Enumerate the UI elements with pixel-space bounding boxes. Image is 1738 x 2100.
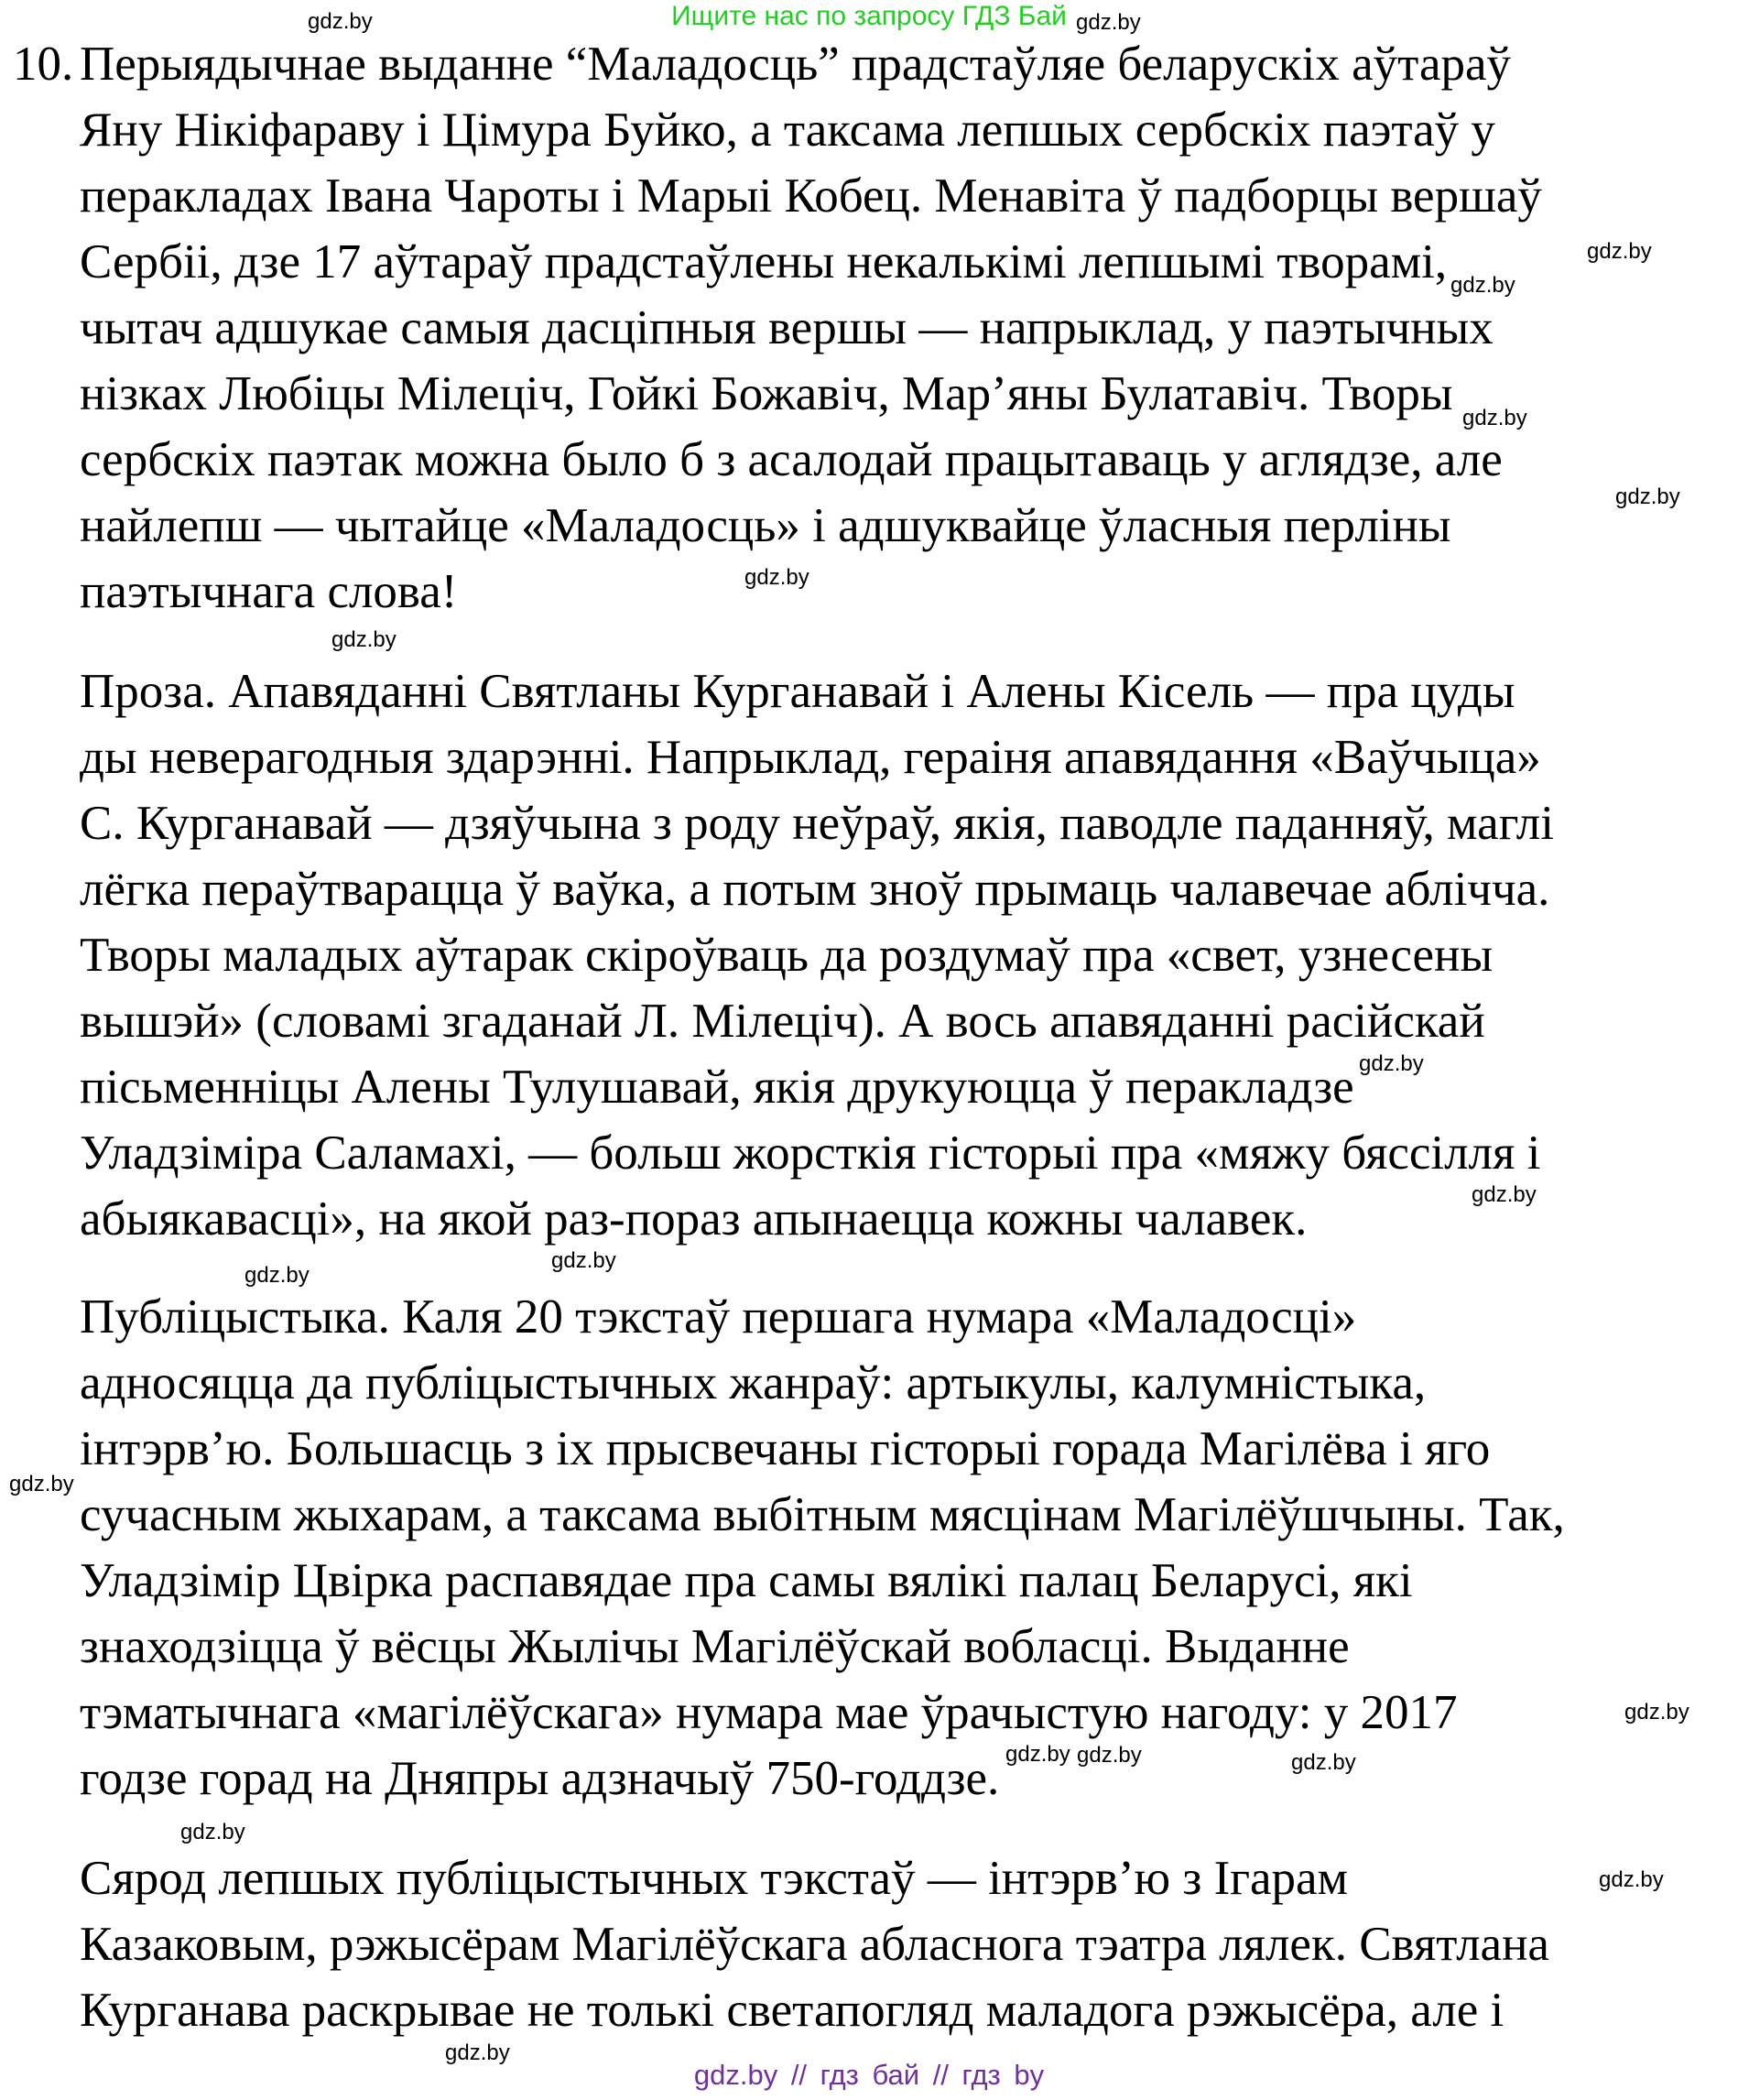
text-line: адносяцца да публіцыстычных жанраў: артыкулы, калумністыка, [80,1356,1427,1409]
footer-watermark: gdz.by // гдз бай // гдз by [693,2059,1045,2091]
gdz-watermark: gdz.by [1624,1700,1689,1725]
gdz-watermark: gdz.by [244,1263,310,1288]
text-line: ды неверагодныя здарэнні. Напрыклад, гераіня апавядання «Ваўчыца» [80,731,1541,784]
text-line: годзе горад на Дняпры адзначыў 750-годдзе. [80,1752,1000,1805]
gdz-watermark: gdz.by [1076,10,1141,35]
gdz-watermark: gdz.by [308,9,373,34]
gdz-watermark: gdz.by [1462,406,1527,430]
text-line: тэматычнага «магілёўскага» нумара мае ўрачыстую нагоду: у 2017 [80,1686,1458,1739]
text-line: сербскіх паэтак можна было б з асалодай працытаваць у аглядзе, але [80,433,1503,486]
text-line: Публіцыстыка. Каля 20 тэкстаў першага нумара «Маладосці» [80,1290,1357,1344]
text-line: перакладах Івана Чароты і Марыі Кобец. Менавіта ў падборцы вершаў [80,169,1542,223]
text-line: Казаковым, рэжысёрам Магілёўскага абласнога тэатра лялек. Святлана [80,1918,1549,1971]
text-line: інтэрв’ю. Большасць з іх прысвечаны гісторыі горада Магілёва і яго [80,1422,1491,1475]
search-hint-banner: Ищите нас по запросу ГДЗ Бай [671,1,1067,31]
text-line: Проза. Апавяданні Святланы Курганавай і Алены Кісель — пра цуды [80,665,1515,718]
text-line: лёгка пераўтварацца ў ваўка, а потым зноў прымаць чалавечае аблічча. [80,863,1550,916]
gdz-watermark: gdz.by [1450,273,1515,298]
text-line: Творы маладых аўтарак скіроўваць да роздумаў пра «свет, узнесены [80,929,1494,982]
text-line: пісьменніцы Алены Тулушавай, якія друкуюцца ў перакладзе [80,1061,1354,1114]
text-line: сучасным жыхарам, а таксама выбітным мясцінам Магілёўшчыны. Так, [80,1488,1565,1541]
text-line: Уладзіміра Саламахі, — больш жорсткія гісторыі пра «мяжу бяссілля і [80,1126,1541,1180]
gdz-watermark: gdz.by [180,1820,245,1844]
text-line: паэтычнага слова! [80,565,458,618]
text-line: вышэй» (словамі згаданай Л. Мілеціч). А вось апавяданні расійскай [80,995,1485,1048]
text-line: С. Курганавай — дзяўчына з роду неўраў, якія, паводле паданняў, маглі [80,797,1554,850]
gdz-watermark: gdz.by [551,1248,616,1273]
text-line: нізках Любіцы Мілеціч, Гойкі Божавіч, Мар’яны Булатавіч. Творы [80,367,1453,420]
gdz-watermark: gdz.by [9,1472,74,1496]
gdz-watermark: gdz.by [1005,1742,1070,1767]
gdz-watermark: gdz.by [1291,1750,1356,1775]
text-line: Сербіі, дзе 17 аўтараў прадстаўлены некалькімі лепшымі творамі, [80,235,1448,288]
gdz-watermark: gdz.by [1077,1743,1142,1768]
text-line: Яну Нікіфараву і Цімура Буйко, а таксама лепшых сербскіх паэтаў у [80,103,1495,157]
text-line: знаходзіцца ў вёсцы Жылічы Магілёўскай вобласці. Выданне [80,1620,1350,1673]
text-line: Уладзімір Цвірка распавядае пра самы вялікі палац Беларусі, які [80,1554,1413,1607]
text-line: Перыядычнае выданне “Маладосць” прадстаўляе беларускіх аўтараў [80,38,1512,91]
gdz-watermark: gdz.by [445,2040,510,2065]
gdz-watermark: gdz.by [331,627,396,652]
text-line: найлепш — чытайце «Маладосць» і адшуквайце ўласныя перліны [80,499,1451,552]
gdz-watermark: gdz.by [1472,1182,1537,1207]
text-line: абыякавасці», на якой раз-пораз апынаецца кожны чалавек. [80,1192,1308,1246]
gdz-watermark: gdz.by [1587,239,1652,264]
text-line: Курганава раскрывае не толькі светапогляд маладога рэжысёра, але і [80,1984,1504,2037]
gdz-watermark: gdz.by [1359,1051,1424,1076]
text-line: Сярод лепшых публіцыстычных тэкстаў — інтэрв’ю з Ігарам [80,1852,1349,1905]
gdz-watermark: gdz.by [1599,1867,1664,1892]
gdz-watermark: gdz.by [744,565,809,590]
task-number: 10. [13,38,74,91]
gdz-watermark: gdz.by [1615,484,1680,509]
text-line: чытач адшукае самыя дасціпныя вершы — напрыклад, у паэтычных [80,301,1494,354]
